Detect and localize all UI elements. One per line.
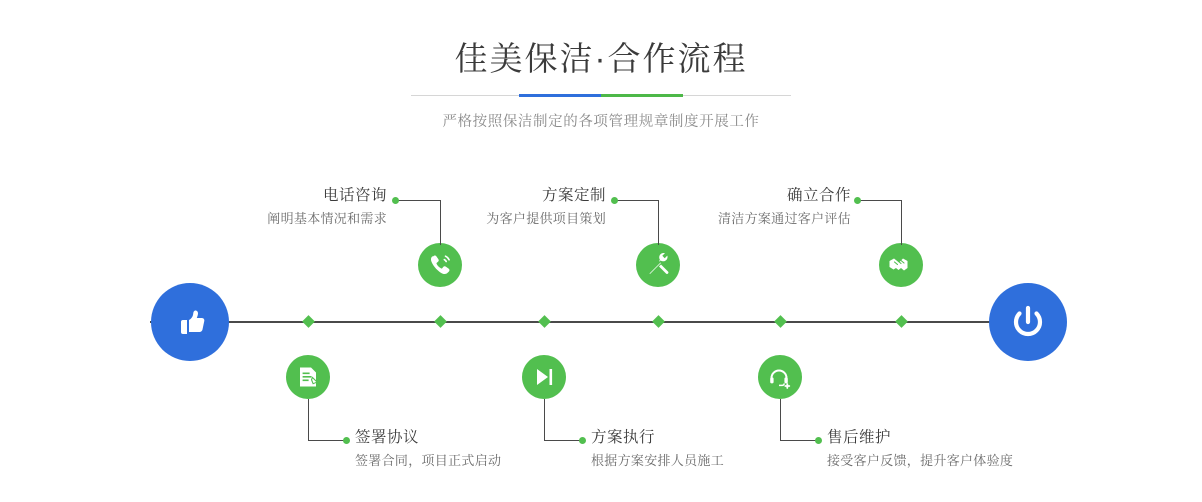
step-3-connector-vertical <box>658 200 659 245</box>
step-5-label-dot <box>854 197 861 204</box>
step-2-label <box>355 428 501 471</box>
step-5-title: 确立合作 <box>786 187 851 204</box>
step-2-title: 签署协议 <box>355 429 420 446</box>
step-4-axis-marker <box>538 315 551 328</box>
step-6-label <box>827 428 1013 471</box>
step-4-label <box>591 428 724 471</box>
step-4-title: 方案执行 <box>591 429 656 446</box>
step-5-icon-node <box>879 243 923 287</box>
page-subtitle: 严格按照保洁制定的各项管理规章制度开展工作 <box>442 114 760 130</box>
step-4-desc: 根据方案安排人员施工 <box>591 453 725 468</box>
timeline-axis <box>150 321 1055 323</box>
phone-ring-icon <box>427 252 453 278</box>
step-6-connector-vertical <box>780 399 781 441</box>
step-4-label-dot <box>579 437 586 444</box>
step-3-icon-node <box>636 243 680 287</box>
step-1-axis-marker <box>434 315 447 328</box>
step-3-title: 方案定制 <box>541 187 606 204</box>
step-3-desc: 为客户提供项目策划 <box>486 211 606 226</box>
step-5-desc: 清洁方案通过客户评估 <box>717 211 851 226</box>
step-5-connector-vertical <box>901 200 902 245</box>
timeline-end-node <box>989 283 1067 361</box>
play-forward-icon <box>532 365 556 389</box>
timeline-start-node <box>151 283 229 361</box>
step-6-connector-horizontal <box>780 440 818 441</box>
step-3-label <box>460 186 606 229</box>
step-5-label <box>705 186 851 229</box>
step-1-label-dot <box>392 197 399 204</box>
step-2-label-dot <box>343 437 350 444</box>
page-title: 佳美保洁·合作流程 <box>454 40 748 77</box>
step-4-connector-vertical <box>544 399 545 441</box>
step-6-title: 售后维护 <box>827 429 892 446</box>
step-2-connector-vertical <box>308 399 309 441</box>
step-2-connector-horizontal <box>308 440 346 441</box>
step-5-connector-horizontal <box>857 200 902 201</box>
headset-support-icon <box>768 365 792 389</box>
step-2-axis-marker <box>302 315 315 328</box>
step-3-connector-horizontal <box>614 200 659 201</box>
step-1-connector-horizontal <box>395 200 441 201</box>
step-2-icon-node <box>286 355 330 399</box>
step-1-icon-node <box>418 243 462 287</box>
step-1-title: 电话咨询 <box>322 187 387 204</box>
tools-icon <box>645 252 671 278</box>
thumbs-up-icon <box>170 302 210 342</box>
contract-edit-icon <box>296 365 320 389</box>
step-6-icon-node <box>758 355 802 399</box>
step-1-connector-vertical <box>440 200 441 245</box>
step-4-icon-node <box>522 355 566 399</box>
handshake-icon <box>888 252 914 278</box>
power-icon <box>1006 300 1050 344</box>
step-3-label-dot <box>611 197 618 204</box>
step-6-desc: 接受客户反馈，提升客户体验度 <box>827 453 1014 468</box>
step-6-axis-marker <box>774 315 787 328</box>
step-3-axis-marker <box>652 315 665 328</box>
step-5-axis-marker <box>895 315 908 328</box>
step-6-label-dot <box>815 437 822 444</box>
step-1-label <box>250 186 387 229</box>
step-4-connector-horizontal <box>544 440 582 441</box>
step-2-desc: 签署合同，项目正式启动 <box>355 453 502 468</box>
step-1-desc: 阐明基本情况和需求 <box>267 211 387 226</box>
